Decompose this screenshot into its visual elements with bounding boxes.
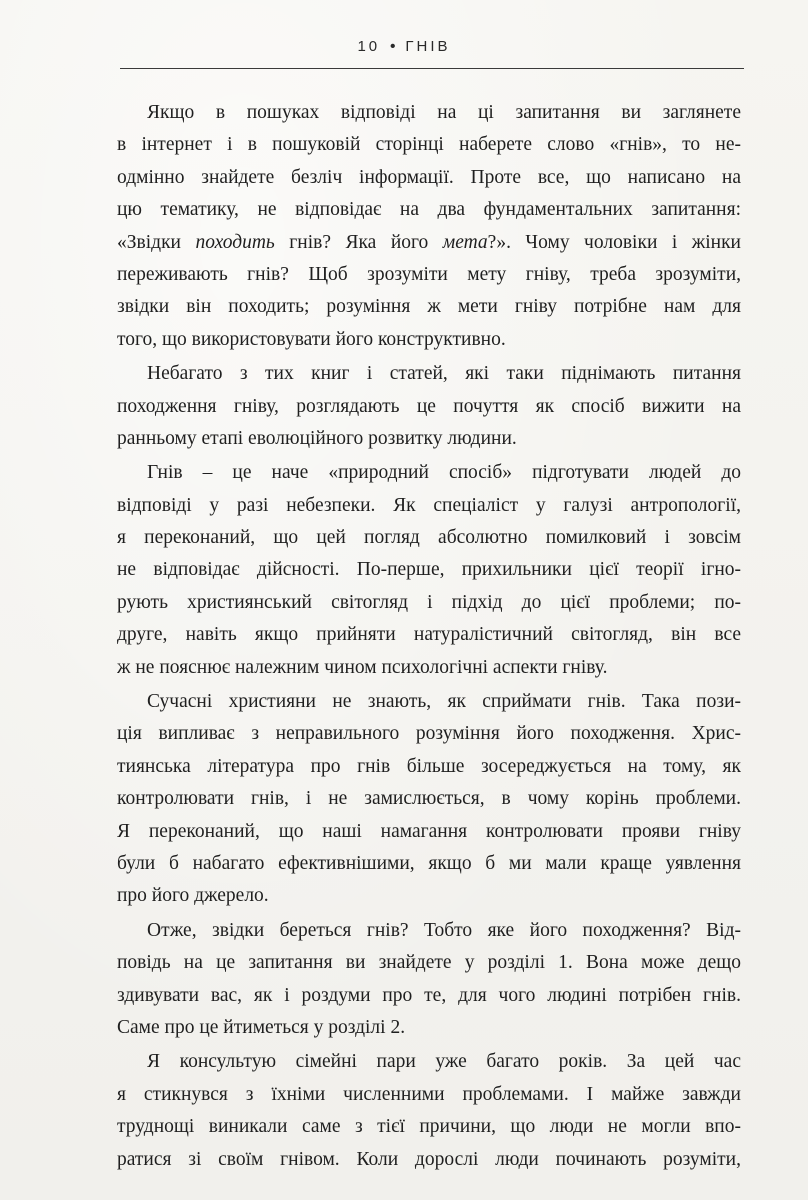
text-line: в інтернет і в пошуковій сторінці наберете слово «гнів», то не- (117, 134, 741, 156)
text-line: друге, навіть якщо прийняти натуралістичний світогляд, він все (117, 624, 741, 646)
text-line: ція випливає з неправильного розуміння його походження. Хрис- (117, 723, 741, 745)
text-line: не відповідає дійсності. По-перше, прихильники цієї теорії ігно- (117, 559, 741, 581)
text-line: повідь на це запитання ви знайдете у розділі 1. Вона може дещо (117, 952, 741, 974)
text-line: Сучасні християни не знають, як сприймати гнів. Така пози- (147, 691, 741, 713)
body-text (117, 97, 741, 1176)
text-line: переживають гнів? Щоб зрозуміти мету гніву, треба зрозуміти, (117, 263, 741, 285)
text-line: ратися зі своїм гнівом. Коли дорослі люди починають розуміти, (117, 1148, 741, 1170)
page-number: 10 (357, 38, 381, 55)
text-line: Я консультую сімейні пари уже багато років. За цей час (147, 1051, 741, 1073)
text-line: Якщо в пошуках відповіді на ці запитання ви заглянете (147, 102, 741, 123)
paragraph (117, 686, 741, 913)
paragraph (117, 915, 741, 1045)
header-separator: • (390, 38, 396, 55)
text-line: того, що використовувати його конструктивно. (117, 328, 506, 350)
text-line: про його джерело. (117, 885, 269, 907)
text-line: Небагато з тих книг і статей, які таки піднімають питання (147, 363, 741, 385)
text-line: одмінно знайдете безліч інформації. Проте все, що написано на (117, 166, 741, 188)
header-rule (120, 68, 744, 69)
text-line: Саме про це йтиметься у розділі 2. (117, 1016, 406, 1038)
text-line: Отже, звідки береться гнів? Тобто яке його походження? Від- (147, 919, 741, 941)
text-line: Я переконаний, що наші намагання контролювати прояви гніву (117, 820, 741, 842)
text-line: Гнів – це наче «природний спосіб» підготувати людей до (147, 462, 741, 484)
paragraph (117, 358, 741, 455)
text-line: контролювати гнів, і не замислюється, в чому корінь проблеми. (117, 788, 741, 810)
text-line: я переконаний, що цей погляд абсолютно помилковий і зовсім (117, 527, 741, 549)
text-line: ранньому етапі еволюційного розвитку людини. (117, 427, 517, 449)
text-line: були б набагато ефективнішими, якщо б ми мали краще уявлення (117, 852, 741, 874)
text-line: я стикнувся з їхніми численними проблемами. І майже завжди (117, 1083, 741, 1105)
text-line: труднощі виникали саме з тієї причини, що люди не могли впо- (117, 1116, 741, 1138)
paragraph (117, 97, 741, 356)
paragraph (117, 1046, 741, 1176)
text-line: походження гніву, розглядають це почуття як спосіб вижити на (117, 395, 741, 417)
paragraph (117, 457, 741, 684)
text-line: ж не пояснює належним чином психологічні аспекти гніву. (117, 656, 608, 678)
chapter-title: ГНІВ (405, 38, 451, 55)
running-head (0, 38, 808, 55)
text-line: відповіді у разі небезпеки. Як спеціаліст у галузі антропології, (117, 494, 741, 516)
text-line: «Звідки походить гнів? Яка його мета?». Чому чоловіки і жінки (117, 231, 741, 253)
text-line: тиянська література про гнів більше зосереджується на тому, як (117, 755, 741, 777)
text-line: звідки він походить; розуміння ж мети гніву потрібне нам для (117, 296, 741, 318)
text-line: рують християнський світогляд і підхід до цієї проблеми; по- (117, 591, 741, 613)
text-line: цю тематику, не відповідає на два фундаментальних запитання: (117, 199, 741, 221)
text-line: здивувати вас, як і роздуми про те, для чого людині потрібен гнів. (117, 984, 741, 1006)
